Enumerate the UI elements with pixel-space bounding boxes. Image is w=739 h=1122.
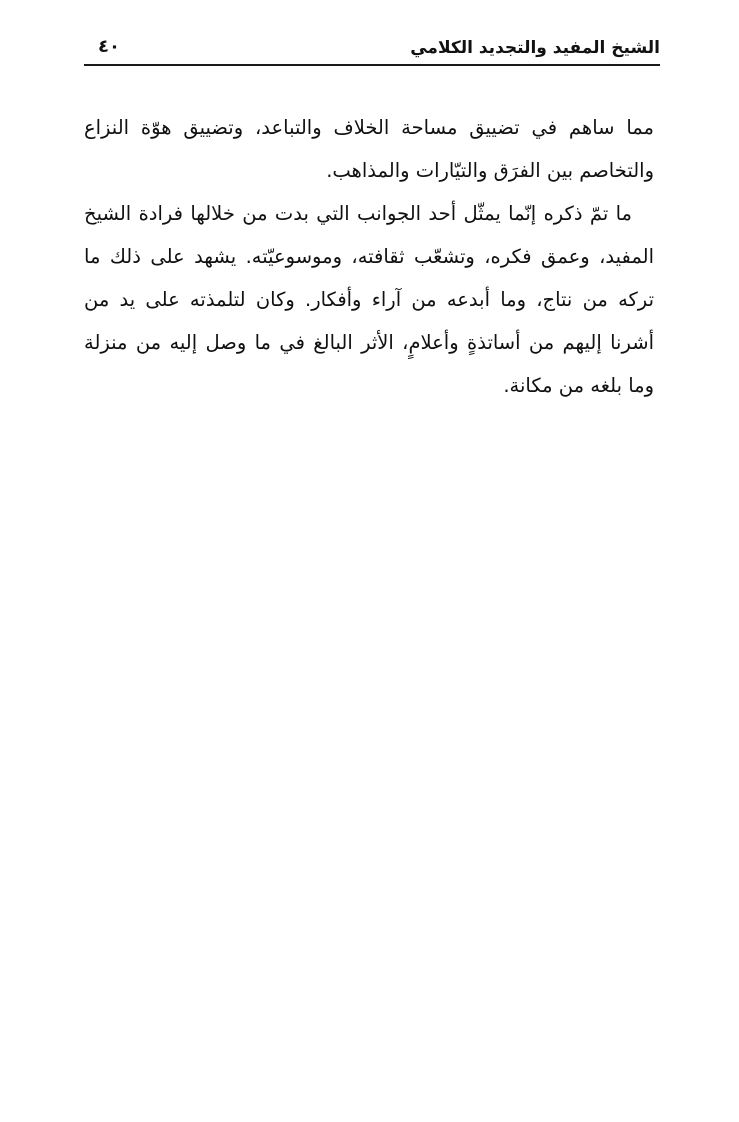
page-header bbox=[84, 32, 660, 66]
page-number: ٤٠ bbox=[98, 36, 120, 57]
running-title: الشيخ المفيد والتجديد الكلامي bbox=[410, 38, 660, 58]
body-text bbox=[84, 106, 654, 407]
paragraph-1: مما ساهم في تضييق مساحة الخلاف والتباعد، وتضييق هوّة النزاع والتخاصم بين الفرَق والتيّارات والمذاهب. bbox=[84, 116, 654, 182]
paragraph-2: ما تمّ ذكره إنّما يمثّل أحد الجوانب التي بدت من خلالها فرادة الشيخ المفيد، وعمق فكره، وتشعّب ثقافته، وموسوعيّته. يشهد على ذلك ما تركه من نتاج، وما أبدعه من آراء وأفكار. وكان لتلمذته على يد من أشرنا إليهم من أساتذةٍ وأعلامٍ، الأثر البالغ في ما وصل إليه من منزلة وما بلغه من مكانة. bbox=[84, 202, 654, 397]
